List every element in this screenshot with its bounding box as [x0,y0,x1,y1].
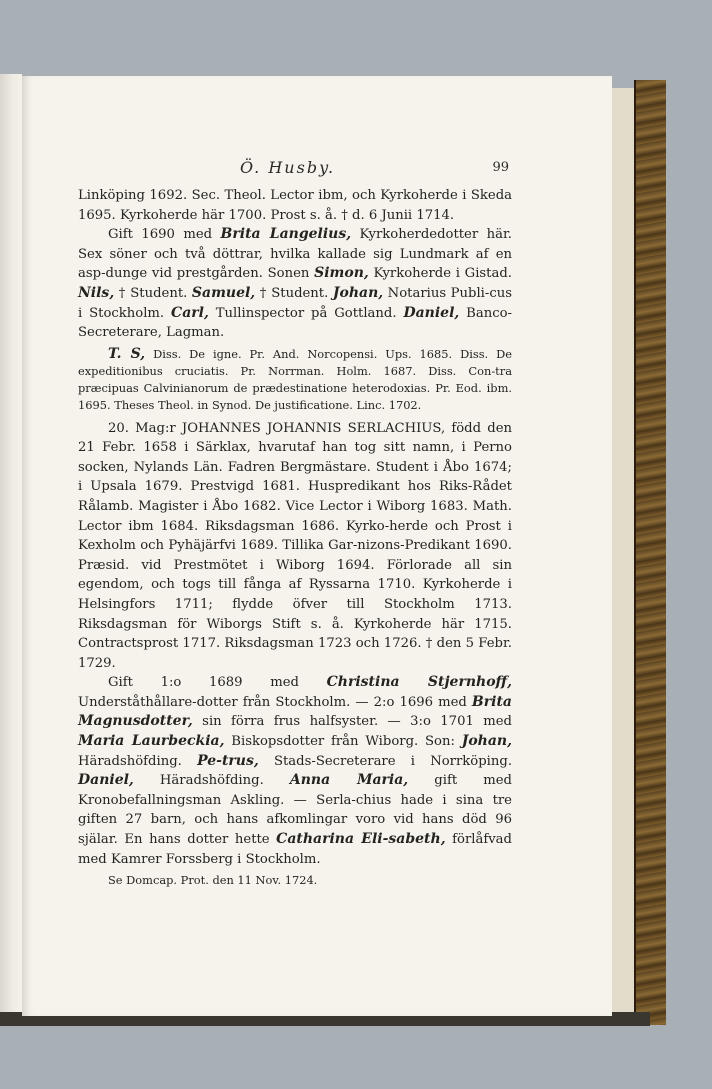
text-run: Diss. De igne. Pr. And. Norcopensi. Ups. 1685. Diss. De expeditionibus cruciatis. Pr. Norrman. Holm. 1687. Diss. Con-tra præcipuas Calvinianorum de prædestinatione heterodoxias. Pr. Eod. ibm. 1695. Theses Theol. in Synod. De justificatione. Linc. 1702. [78,346,512,413]
text-run: gift med Kronobefallningsman Askling. — Serla-chius hade i sina tre giften 27 barn, och hans afkomlingar voro vid hans död 96 själar. En hans dotter hette [78,773,512,848]
text-run: Se Domcap. Prot. den 11 Nov. 1724. [108,873,318,888]
text-run: † Student. [114,285,192,301]
paragraph [78,673,512,869]
italic-name: Samuel, [191,284,256,301]
page-header [22,158,612,182]
text-run: Biskopsdotter från Wiborg. Son: [224,734,462,750]
italic-name: Brita Magnusdotter, [78,693,512,730]
italic-name: Carl, [171,304,209,321]
book-page [22,76,612,1016]
text-run: Tullinspector på Gottland. [208,305,404,321]
text-run: förlåfvad med Kamrer Forssberg i Stockholm. [78,832,512,867]
text-run: sin förra frus halfsyster. — 3:o 1701 med [192,714,512,730]
text-run: 20. Mag:r JOHANNES JOHANNIS SERLACHIUS, född den 21 Febr. 1658 i Särklax, hvarutaf han tog sitt namn, i Perno socken, Nylands Län. Fadren Bergmästare. Student i Åbo 1674; i Upsala 1679. Prestvigd 1681. Huspredikant hos Riks-Rådet Rålamb. Magister i Åbo 1682. Vice Lector i Wiborg 1683. Math. Lector ibm 1684. Riksdagsman 1686. Kyrko-herde och Prost i Kexholm och Pyhäjärfvi 1689. Tillika Gar-nizons-Predikant 1690. Præsid. vid Prestmötet i Wiborg 1694. Förlorade all sin egendom, och togs till fånga af Ryssarna 1710. Kyrkoherde i Helsingfors 1711; flydde öfver till Stockholm 1713. Riksdagsman för Wiborgs Stift s. å. Kyrkoherde här 1715. Contractsprost 1717. Riksdagsman 1723 och 1726. † den 5 Febr. 1729. [78,420,512,671]
italic-name: Johan, [461,733,512,750]
running-head: Ö. Husby. [240,158,336,177]
italic-name: T. S, [108,345,146,362]
text-run: Häradshöfding. [78,753,198,769]
italic-name: Anna Maria, [289,772,409,789]
page-stack-edge [610,88,634,1013]
text-run: Häradshöfding. [133,773,290,789]
italic-name: Christina Stjernhoff, [326,674,512,691]
paragraph [78,872,512,889]
italic-name: Catharina Eli-sabeth, [276,831,446,848]
text-run: Notarius Publi-cus i Stockholm. [78,285,513,321]
italic-name: Nils, [78,284,115,301]
italic-name: Brita Langelius, [220,226,352,243]
facing-page-edge [0,74,22,1024]
italic-name: Daniel, [403,304,460,321]
paragraph [78,346,512,415]
page-body-text [78,186,512,893]
text-run: Gift 1690 med [108,227,221,243]
italic-name: Johan, [332,284,384,301]
text-run: Banco-Secreterare, Lagman. [78,305,513,341]
text-run: Kyrkoherde i Gistad. [368,266,512,282]
text-run: Stads-Secreterare i Norrköping. [258,753,513,769]
paragraph [78,186,512,225]
text-run: Kyrkoherdedotter här. Sex söner och två döttrar, hvilka kallade sig Lundmark af en asp-dunge vid prestgården. Sonen [78,227,512,282]
paragraph [78,419,512,674]
text-run: Gift 1:o 1689 med [108,675,327,691]
text-run: Linköping 1692. Sec. Theol. Lector ibm, och Kyrkoherde i Skeda 1695. Kyrkoherde här 1700. Prost s. å. † d. 6 Junii 1714. [78,188,512,223]
italic-name: Daniel, [78,772,134,789]
italic-name: Maria Laurbeckia, [78,733,225,750]
italic-name: Simon, [314,265,369,282]
page-number: 99 [492,160,509,175]
book-cover-edge [634,80,666,1025]
text-run: † Student. [255,285,333,301]
italic-name: Pe-trus, [197,752,259,769]
text-run: Underståthållare-dotter från Stockholm. — 2:o 1696 med [78,694,472,710]
paragraph [78,225,512,343]
